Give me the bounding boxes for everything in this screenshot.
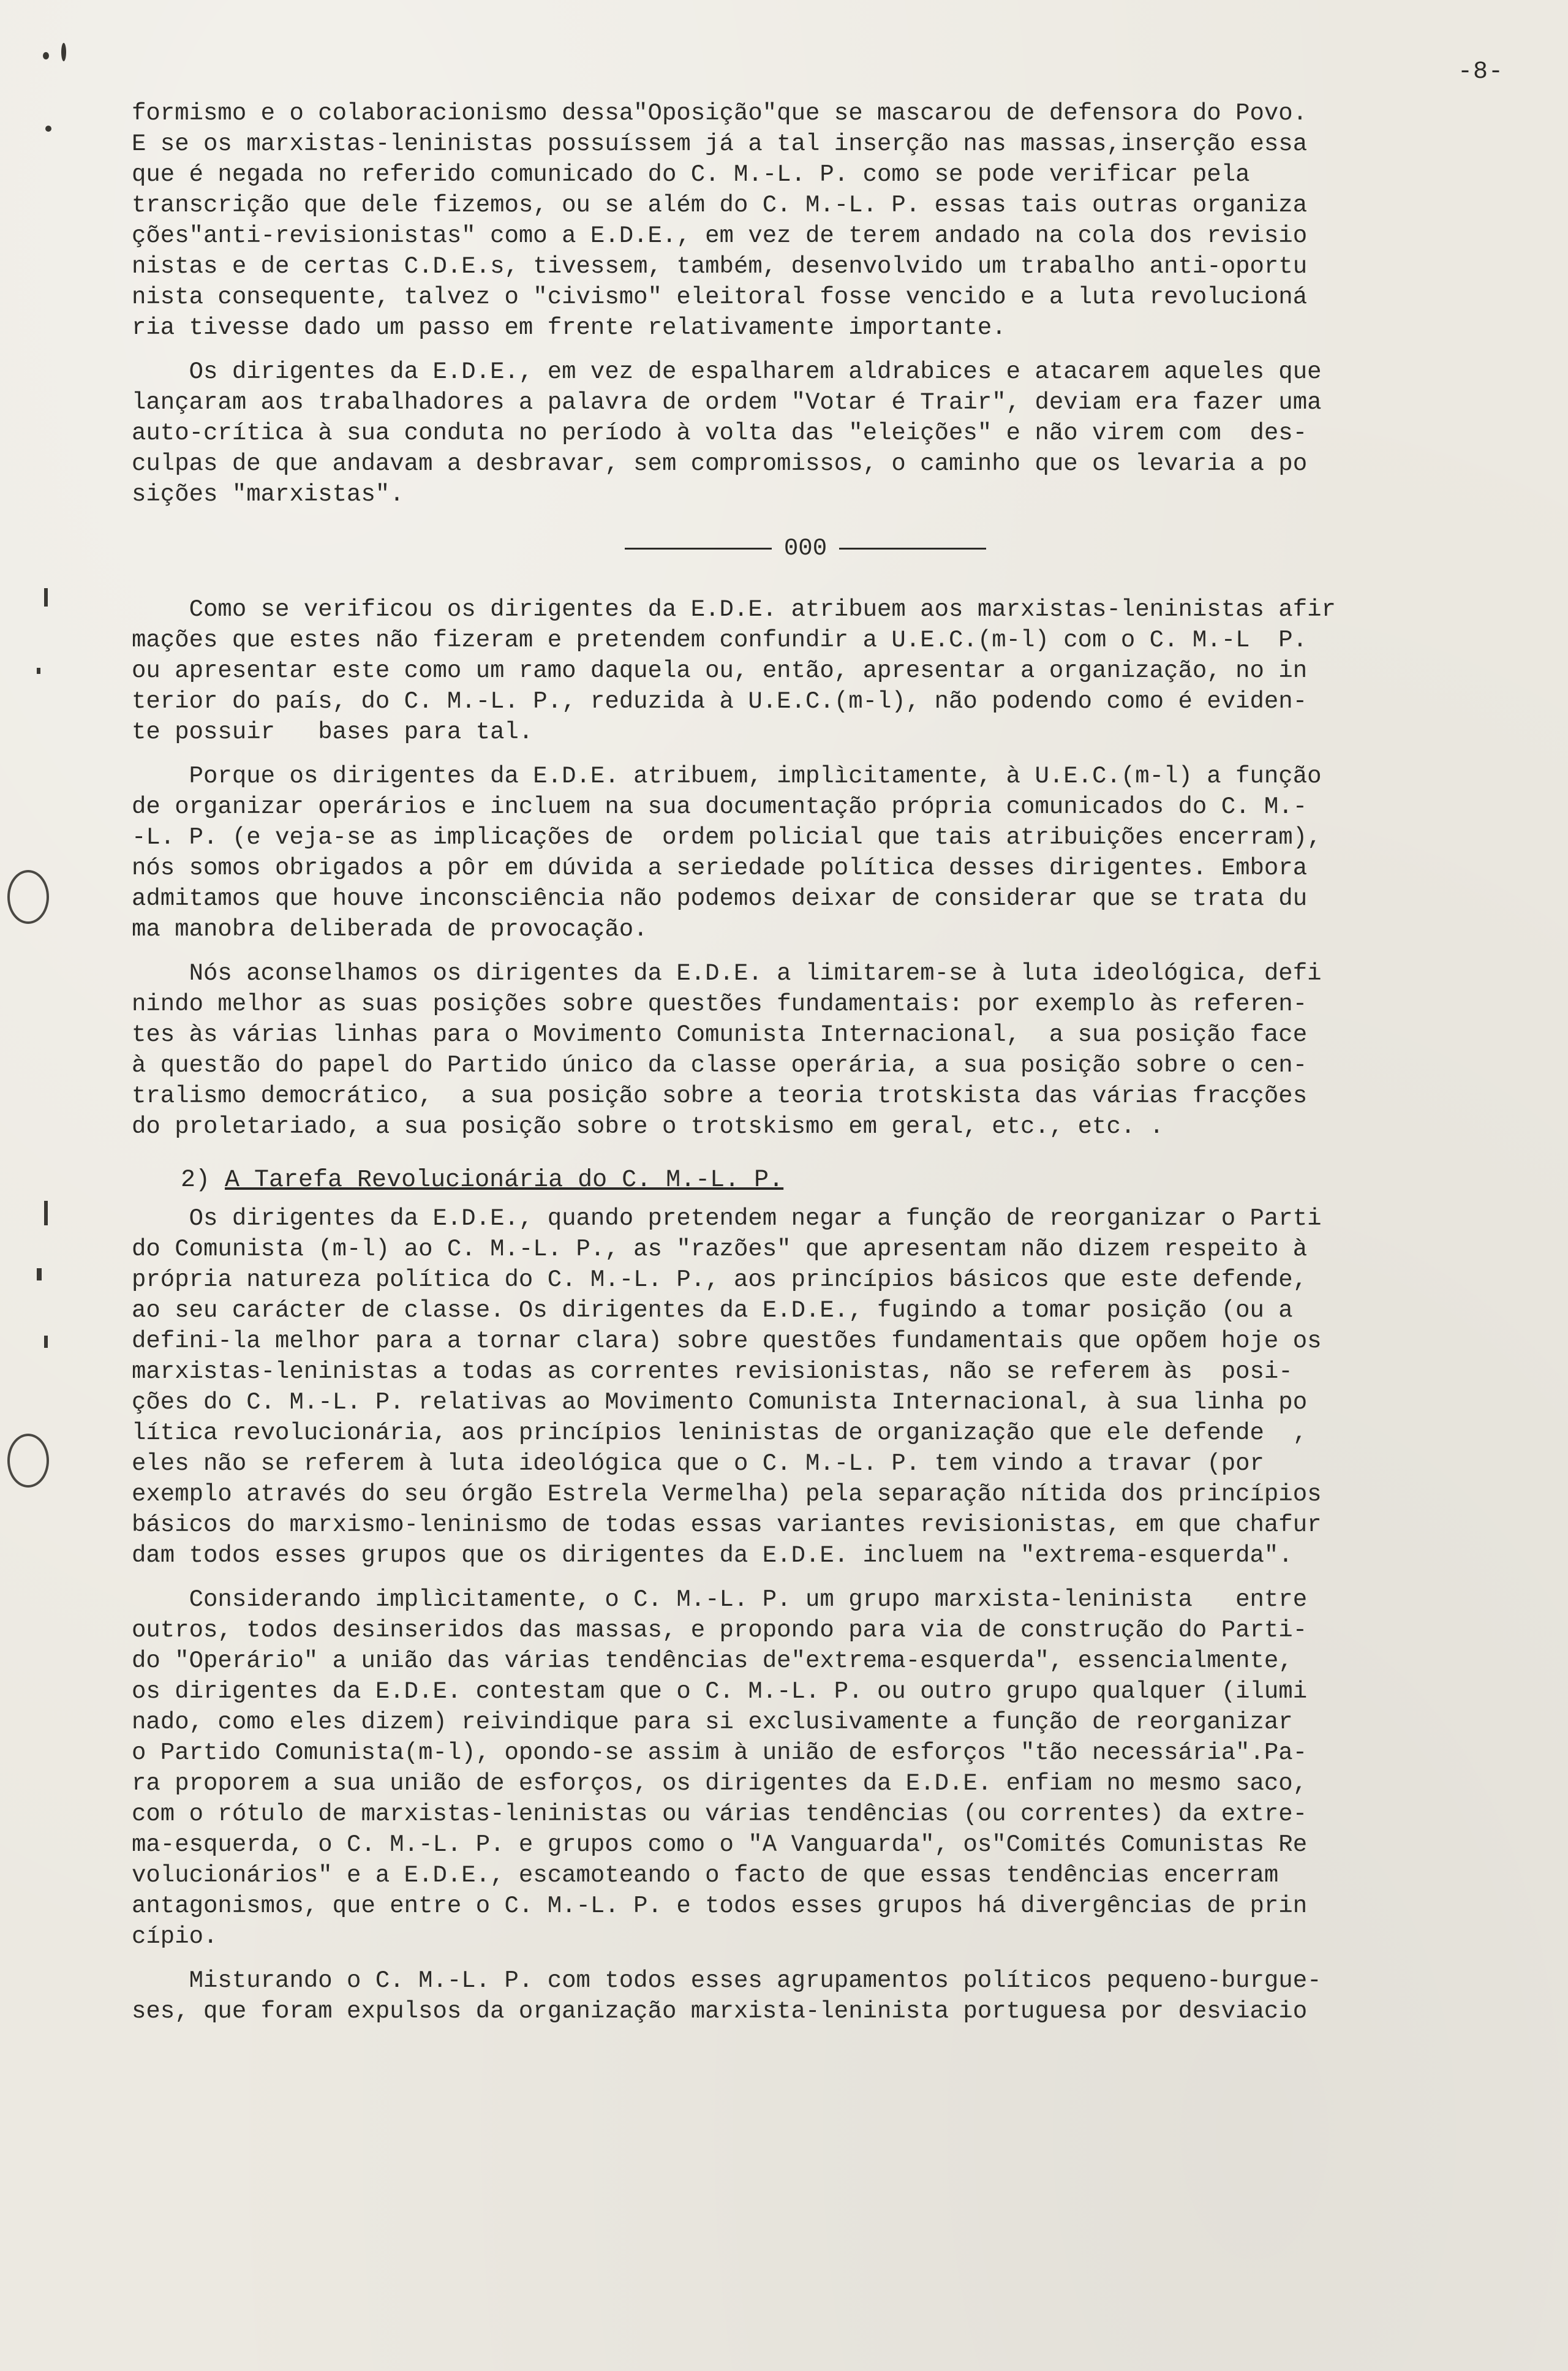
text-line: o Partido Comunista(m-l), opondo-se assim à união de esforços "tão necessária".Pa- xyxy=(132,1739,1308,1766)
text-line: auto-crítica à sua conduta no período à volta das "eleições" e não virem com des- xyxy=(132,420,1308,447)
paragraph xyxy=(132,1584,1479,1952)
text-line: dam todos esses grupos que os dirigentes da E.D.E. incluem na "extrema-esquerda". xyxy=(132,1542,1293,1569)
text-line: E se os marxistas-leninistas possuíssem já a tal inserção nas massas,inserção essa xyxy=(132,130,1308,157)
text-line: ma-esquerda, o C. M.-L. P. e grupos como o "A Vanguarda", os"Comités Comunistas Re xyxy=(132,1831,1308,1858)
section-number: 2) xyxy=(181,1167,211,1194)
text-line: de organizar operários e incluem na sua documentação própria comunicados do C. M.- xyxy=(132,793,1308,820)
scan-speck xyxy=(61,43,66,61)
margin-mark xyxy=(37,1268,42,1280)
text-line: nistas e de certas C.D.E.s, tivessem, também, desenvolvido um trabalho anti-oportu xyxy=(132,253,1308,280)
text-line: Considerando implìcitamente, o C. M.-L. P. um grupo marxista-leninista entre xyxy=(132,1586,1308,1613)
text-line: do proletariado, a sua posição sobre o trotskismo em geral, etc., etc. . xyxy=(132,1113,1164,1140)
section-title: A Tarefa Revolucionária do C. M.-L. P. xyxy=(225,1167,784,1194)
text-line: mações que estes não fizeram e pretendem confundir a U.E.C.(m-l) com o C. M.-L P. xyxy=(132,627,1308,654)
text-line: própria natureza política do C. M.-L. P., aos princípios básicos que este defende, xyxy=(132,1266,1308,1293)
text-line: defini-la melhor para a tornar clara) sobre questões fundamentais que opõem hoje os xyxy=(132,1328,1322,1355)
scan-speck xyxy=(45,126,51,132)
text-line: ao seu carácter de classe. Os dirigentes da E.D.E., fugindo a tomar posição (ou a xyxy=(132,1297,1293,1324)
text-line: ções"anti-revisionistas" como a E.D.E., em vez de terem andado na cola dos revisio xyxy=(132,222,1308,249)
text-line: nista consequente, talvez o "civismo" eleitoral fosse vencido e a luta revolucioná xyxy=(132,284,1308,311)
text-line: ou apresentar este como um ramo daquela ou, então, apresentar a organização, no in xyxy=(132,657,1308,684)
margin-mark xyxy=(44,1201,48,1225)
text-line: básicos do marxismo-leninismo de todas essas variantes revisionistas, em que chafur xyxy=(132,1511,1322,1538)
paragraph xyxy=(132,1965,1479,2027)
paragraph xyxy=(132,1203,1479,1571)
paragraph xyxy=(132,958,1479,1142)
text-line: marxistas-leninistas a todas as correntes revisionistas, não se referem às posi- xyxy=(132,1358,1293,1385)
scan-speck xyxy=(43,52,49,59)
text-line: antagonismos, que entre o C. M.-L. P. e todos esses grupos há divergências de prin xyxy=(132,1893,1308,1919)
text-line: Os dirigentes da E.D.E., quando pretendem negar a função de reorganizar o Parti xyxy=(132,1205,1322,1232)
section-separator xyxy=(132,533,1479,564)
text-line: Misturando o C. M.-L. P. com todos esses agrupamentos políticos pequeno-burgue- xyxy=(132,1967,1322,1994)
text-line: eles não se referem à luta ideológica que o C. M.-L. P. tem vindo a travar (por xyxy=(132,1450,1264,1477)
separator-mark: 000 xyxy=(783,535,827,562)
text-line: exemplo através do seu órgão Estrela Vermelha) pela separação nítida dos princípios xyxy=(132,1481,1322,1508)
punch-hole-top xyxy=(7,870,49,924)
text-line: tes às várias linhas para o Movimento Comunista Internacional, a sua posição face xyxy=(132,1021,1308,1048)
text-line: os dirigentes da E.D.E. contestam que o C. M.-L. P. ou outro grupo qualquer (ilumi xyxy=(132,1678,1308,1705)
text-line: ria tivesse dado um passo em frente relativamente importante. xyxy=(132,314,1006,341)
text-line: -L. P. (e veja-se as implicações de ordem policial que tais atribuições encerram), xyxy=(132,824,1322,851)
document-body xyxy=(132,98,1479,2040)
text-line: que é negada no referido comunicado do C. M.-L. P. como se pode verificar pela xyxy=(132,161,1250,188)
text-line: Os dirigentes da E.D.E., em vez de espalharem aldrabices e atacarem aqueles que xyxy=(132,358,1322,385)
text-line: admitamos que houve inconsciência não podemos deixar de considerar que se trata du xyxy=(132,885,1308,912)
text-line: volucionários" e a E.D.E., escamoteando o facto de que essas tendências encerram xyxy=(132,1862,1279,1889)
text-line: ra proporem a sua união de esforços, os dirigentes da E.D.E. enfiam no mesmo saco, xyxy=(132,1770,1308,1797)
text-line: transcrição que dele fizemos, ou se além do C. M.-L. P. essas tais outras organiza xyxy=(132,192,1308,219)
paragraph xyxy=(132,98,1479,343)
paragraph xyxy=(132,357,1479,510)
text-line: lançaram aos trabalhadores a palavra de ordem "Votar é Trair", deviam era fazer uma xyxy=(132,389,1322,416)
text-line: nado, como eles dizem) reivindique para si exclusivamente a função de reorganizar xyxy=(132,1709,1293,1736)
text-line: do Comunista (m-l) ao C. M.-L. P., as "razões" que apresentam não dizem respeito à xyxy=(132,1236,1308,1263)
text-line: com o rótulo de marxistas-leninistas ou várias tendências (ou correntes) da extre- xyxy=(132,1801,1308,1828)
text-line: nindo melhor as suas posições sobre questões fundamentais: por exemplo às referen- xyxy=(132,991,1308,1018)
text-line: cípio. xyxy=(132,1923,218,1950)
text-line: terior do país, do C. M.-L. P., reduzida à U.E.C.(m-l), não podendo como é eviden- xyxy=(132,688,1308,715)
margin-mark xyxy=(37,668,40,674)
text-line: Porque os dirigentes da E.D.E. atribuem, implìcitamente, à U.E.C.(m-l) a função xyxy=(132,763,1322,790)
page-number: -8- xyxy=(1458,58,1504,86)
text-line: ses, que foram expulsos da organização marxista-leninista portuguesa por desviacio xyxy=(132,1998,1308,2025)
text-line: ma manobra deliberada de provocação. xyxy=(132,916,648,943)
text-line: Nós aconselhamos os dirigentes da E.D.E. a limitarem-se à luta ideológica, defi xyxy=(132,960,1322,987)
margin-mark xyxy=(44,588,48,607)
text-line: outros, todos desinseridos das massas, e propondo para via de construção do Parti- xyxy=(132,1617,1308,1644)
margin-mark xyxy=(44,1336,48,1348)
paragraph xyxy=(132,761,1479,945)
text-line: ções do C. M.-L. P. relativas ao Movimento Comunista Internacional, à sua linha po xyxy=(132,1389,1308,1416)
separator-rule xyxy=(625,548,772,550)
text-line: do "Operário" a união das várias tendências de"extrema-esquerda", essencialmente, xyxy=(132,1647,1293,1674)
text-line: à questão do papel do Partido único da classe operária, a sua posição sobre o cen- xyxy=(132,1052,1308,1079)
paragraph xyxy=(132,594,1479,747)
separator-rule xyxy=(839,548,986,550)
text-line: Como se verificou os dirigentes da E.D.E. atribuem aos marxistas-leninistas afir xyxy=(132,596,1336,623)
text-line: culpas de que andavam a desbravar, sem compromissos, o caminho que os levaria a po xyxy=(132,450,1308,477)
section-heading xyxy=(181,1165,1479,1196)
text-line: nós somos obrigados a pôr em dúvida a seriedade política desses dirigentes. Embora xyxy=(132,855,1308,882)
text-line: te possuir bases para tal. xyxy=(132,719,533,746)
text-line: sições "marxistas". xyxy=(132,481,404,508)
punch-hole-bottom xyxy=(7,1434,49,1488)
text-line: lítica revolucionária, aos princípios leninistas de organização que ele defende , xyxy=(132,1420,1308,1446)
text-line: tralismo democrático, a sua posição sobre a teoria trotskista das várias fracções xyxy=(132,1083,1308,1110)
text-line: formismo e o colaboracionismo dessa"Oposição"que se mascarou de defensora do Povo. xyxy=(132,100,1308,127)
